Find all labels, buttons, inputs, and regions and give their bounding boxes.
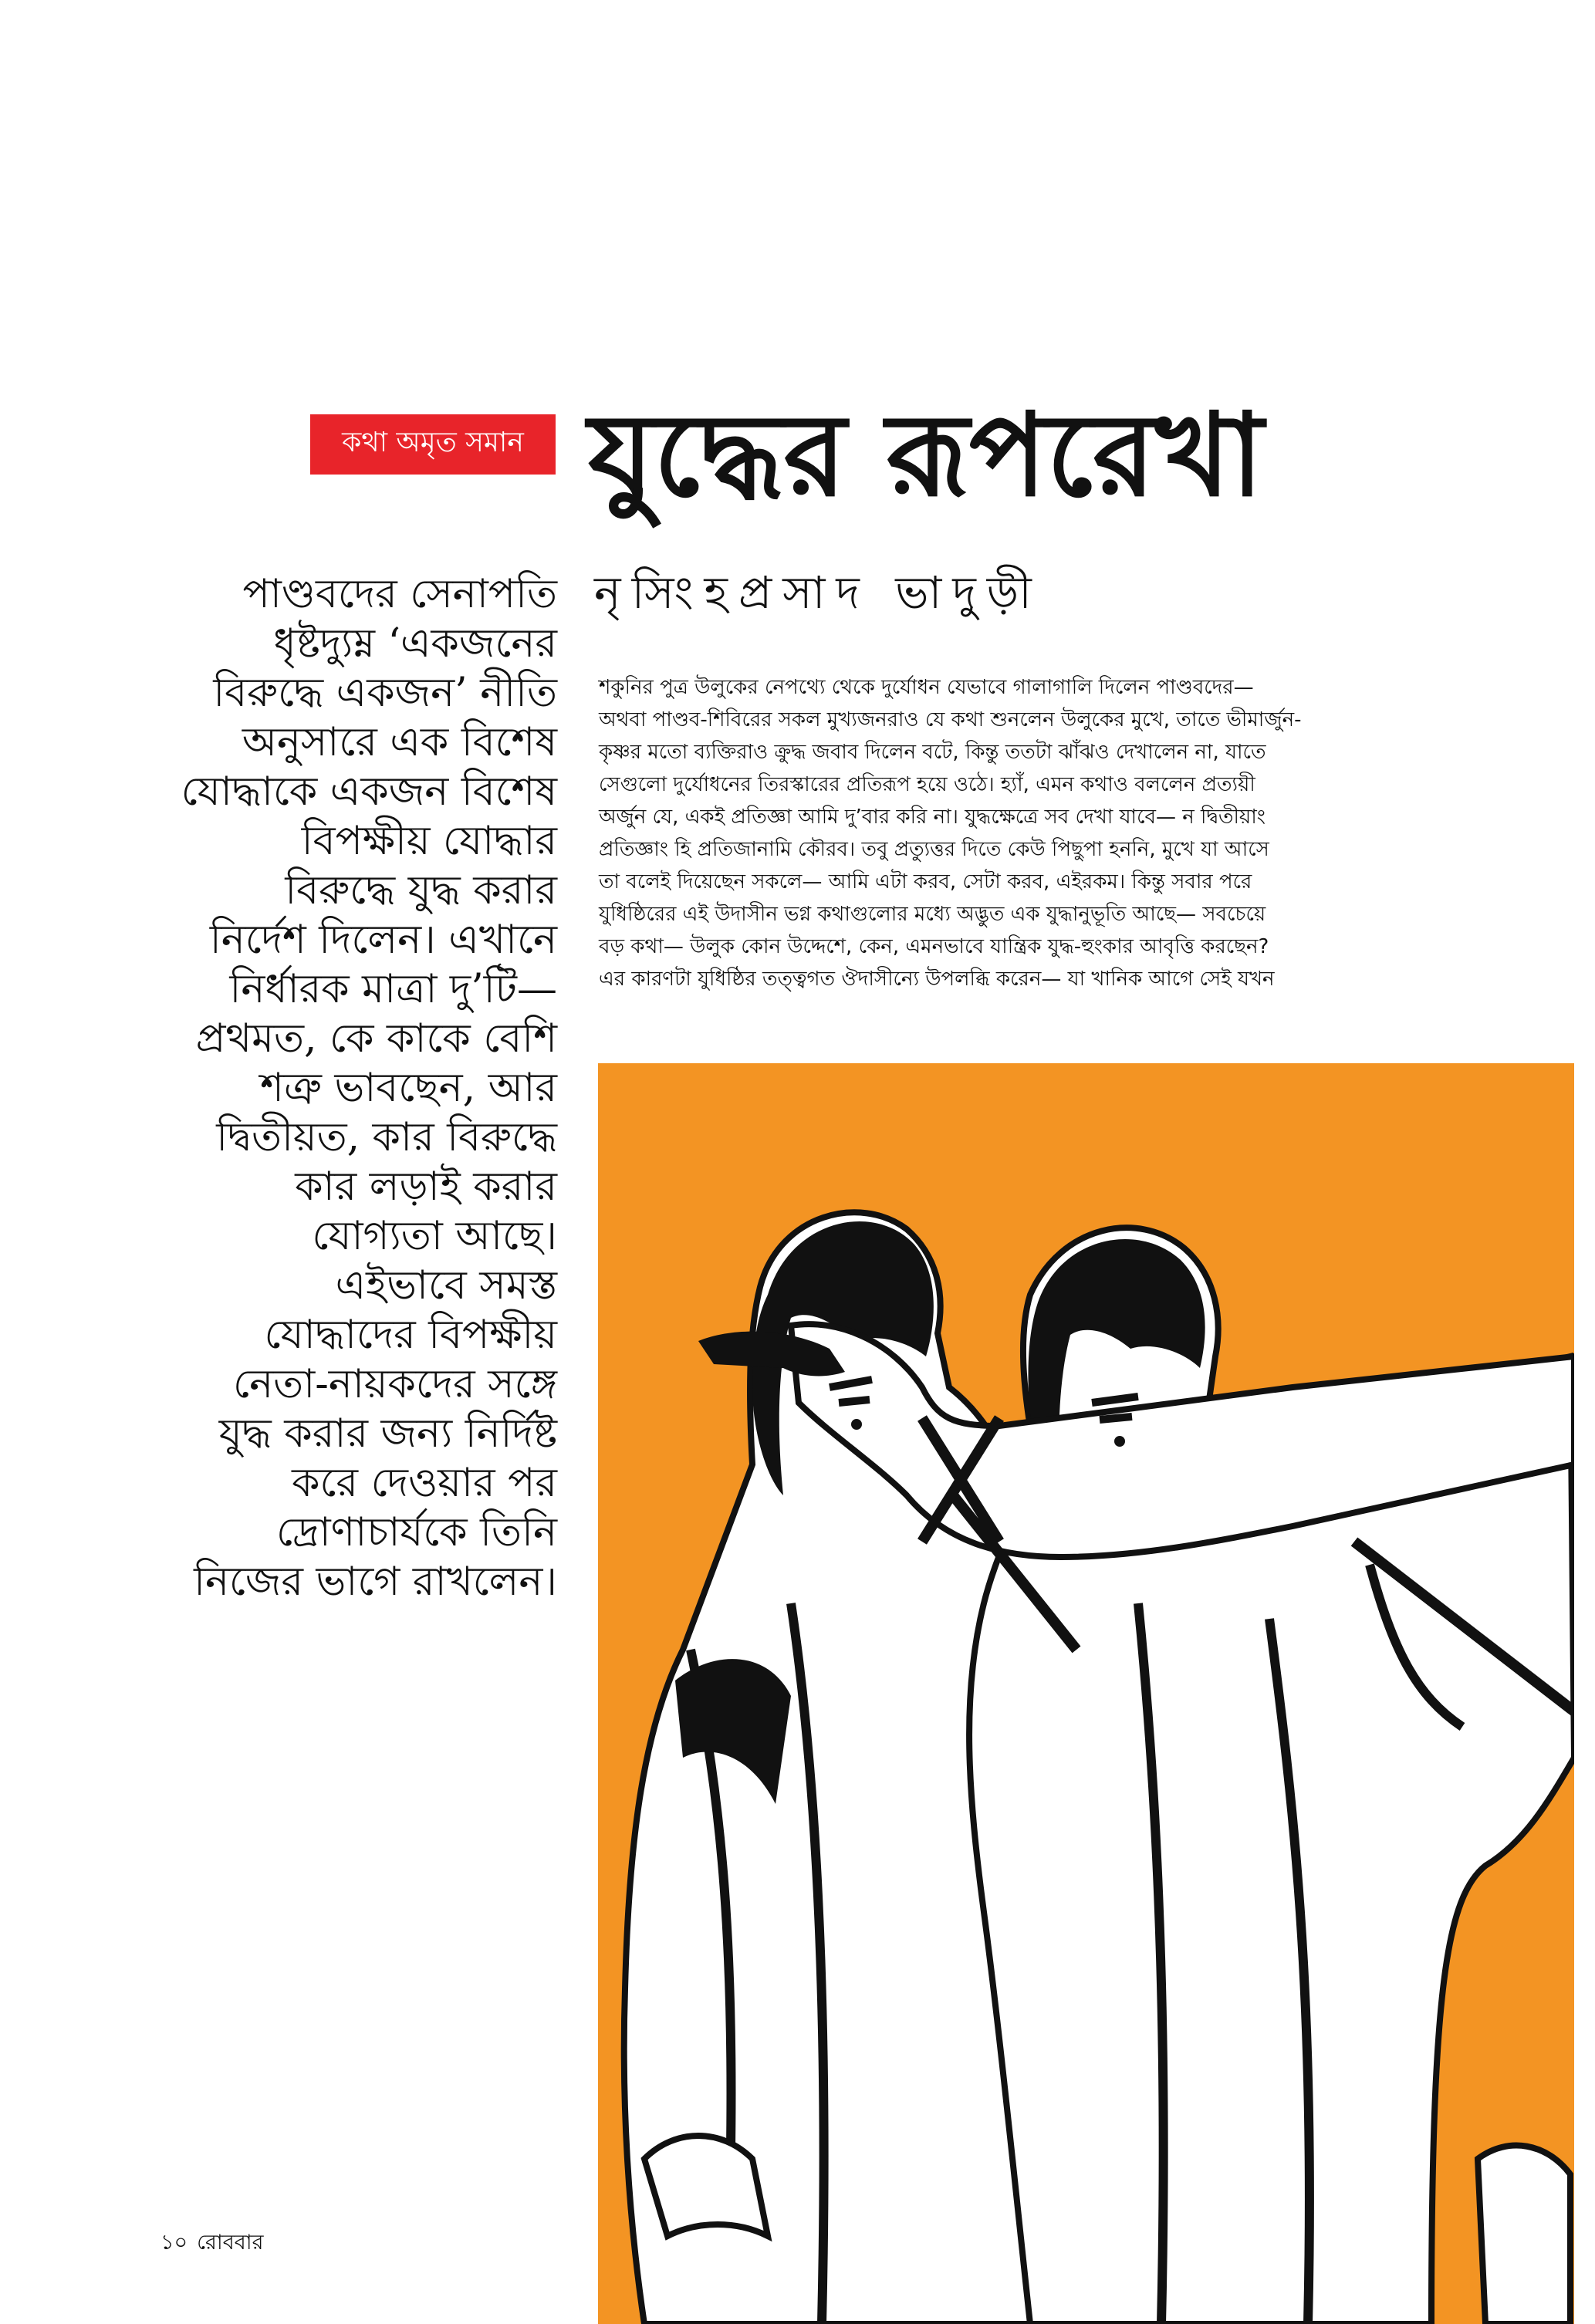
body-line: প্রতিজ্ঞাং হি প্রতিজানামি কৌরব। তবু প্রত্যুত্তর দিতে কেউ পিছুপা হননি, মুখে যা আসে (599, 838, 1269, 861)
magazine-name: রোববার (197, 2231, 264, 2255)
pull-quote-line: শত্রু ভাবছেন, আর (260, 1065, 557, 1111)
pull-quote-line: ধৃষ্টদ্যুম্ন ‘একজনের (273, 620, 557, 667)
body-line: যুধিষ্ঠিরের এই উদাসীন ভগ্ন কথাগুলোর মধ্যে অদ্ভুত এক যুদ্ধানুভূতি আছে— সবচেয়ে (599, 903, 1266, 926)
pull-quote-line: অনুসারে এক বিশেষ (242, 719, 557, 765)
pull-quote-line: বিরুদ্ধে একজন’ নীতি (213, 670, 557, 716)
pull-quote-line: যোদ্ধাদের বিপক্ষীয় (264, 1312, 557, 1358)
pull-quote-line: দ্রোণাচার্যকে তিনি (276, 1509, 557, 1556)
pull-quote-line: বিপক্ষীয় যোদ্ধার (301, 818, 557, 864)
body-line: অথবা পাণ্ডব-শিবিরের সকল মুখ্যজনরাও যে কথা শুনলেন উলুকের মুখে, তাতে ভীমার্জুন- (599, 708, 1302, 731)
section-tag: কথা অমৃত সমান (310, 414, 556, 475)
pull-quote (116, 569, 557, 1773)
illustration (598, 1063, 1574, 2324)
body-line: অর্জুন যে, একই প্রতিজ্ঞা আমি দু’বার করি না। যুদ্ধক্ষেত্রে সব দেখা যাবে— ন দ্বিতীয়াং (599, 806, 1266, 829)
pull-quote-line: নেতা-নায়কদের সঙ্গে (232, 1361, 557, 1407)
author-byline: নৃসিংহপ্রসাদ ভাদুড়ী (594, 566, 1042, 619)
pull-quote-line: এইভাবে সমস্ত (335, 1262, 557, 1309)
pull-quote-line: যুদ্ধ করার জন্য নির্দিষ্ট (218, 1410, 557, 1457)
body-line: বড় কথা— উলুক কোন উদ্দেশে, কেন, এমনভাবে যান্ত্রিক যুদ্ধ-হুংকার আবৃত্তি করছেন? (599, 935, 1269, 958)
tilak-left (851, 1419, 862, 1430)
article-title: যুদ্ধের রূপরেখা (588, 389, 1264, 522)
body-line: তা বলেই দিয়েছেন সকলে— আমি এটা করব, সেটা করব, এইরকম। কিন্তু সবার পরে (599, 870, 1252, 893)
pull-quote-line: যোগ্যতা আছে। (312, 1213, 557, 1259)
pull-quote-line: প্রথমত, কে কাকে বেশি (195, 1015, 557, 1062)
pull-quote-line: পাণ্ডবদের সেনাপতি (242, 571, 557, 617)
pull-quote-line: কার লড়াই করার (295, 1164, 557, 1210)
pull-quote-line: যোদ্ধাকে একজন বিশেষ (181, 768, 557, 815)
body-line: এর কারণটা যুধিষ্ঠির তত্ত্বগত ঔদাসীন্যে উপলব্ধি করেন— যা খানিক আগে সেই যখন (599, 968, 1275, 991)
tilak-right (1114, 1436, 1125, 1447)
pull-quote-line: নিজের ভাগে রাখলেন। (194, 1559, 557, 1605)
hand-lower-right (1478, 2146, 1570, 2324)
pull-quote-line: দ্বিতীয়ত, কার বিরুদ্ধে (216, 1114, 557, 1160)
pull-quote-line: বিরুদ্ধে যুদ্ধ করার (285, 867, 557, 914)
pull-quote-line: নির্দেশ দিলেন। এখানে (209, 917, 557, 963)
article-body (599, 671, 1455, 1018)
pull-quote-line: করে দেওয়ার পর (292, 1460, 557, 1506)
body-line: সেগুলো দুর্যোধনের তিরস্কারের প্রতিরূপ হয়ে ওঠে। হ্যাঁ, এমন কথাও বললেন প্রত্যয়ী (599, 773, 1255, 796)
body-line: শকুনির পুত্র উলুকের নেপথ্যে থেকে দুর্যোধন যেভাবে গালাগালি দিলেন পাণ্ডবদের— (599, 676, 1254, 699)
body-line: কৃষ্ণর মতো ব্যক্তিরাও ক্রুদ্ধ জবাব দিলেন বটে, কিন্তু ততটা ঝাঁঝও দেখালেন না, যাতে (599, 741, 1266, 764)
pull-quote-line: নির্ধারক মাত্রা দু’টি— (229, 966, 557, 1012)
page-footer (161, 2229, 272, 2257)
page-number: ১০ (161, 2231, 188, 2255)
